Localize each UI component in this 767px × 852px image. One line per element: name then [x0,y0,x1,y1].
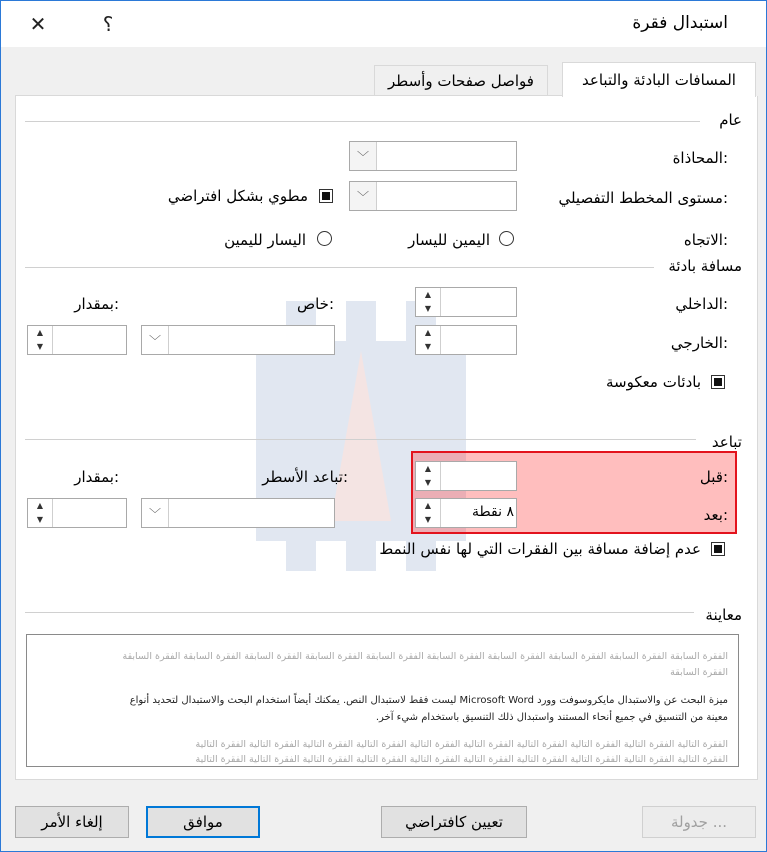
spin-down-icon[interactable]: ▼ [424,342,432,351]
spin-up-icon[interactable]: ▲ [36,501,44,510]
title-bar [1,1,766,47]
preview-heading: معاينة [705,606,742,624]
alignment-label: المحاذاة: [672,149,728,167]
by-spinner[interactable] [27,325,127,355]
spin-down-icon[interactable]: ▼ [424,515,432,524]
set-as-default-button[interactable]: تعيين كافتراضي [381,806,527,838]
preview-previous-line-1: الفقرة السابقة الفقرة السابقة الفقرة السابقة الفقرة السابقة الفقرة السابقة الفقرة السابقة الفقرة السابقة الفقرة السابقة الفقرة السابقة الفقرة السابقة [122,651,728,662]
after-label: بعد: [703,506,728,524]
spin-up-icon[interactable]: ▲ [424,290,432,299]
preview-box [26,634,739,767]
help-button[interactable] [91,7,125,41]
by-label: بمقدار: [74,295,119,313]
alignment-select[interactable] [349,141,517,171]
mirror-indents-checkbox[interactable] [711,375,725,389]
tabs-button[interactable]: جدولة ... [642,806,756,838]
general-separator [25,121,700,122]
tab-indents-spacing[interactable]: المسافات البادئة والتباعد [562,62,756,97]
cancel-button[interactable]: إلغاء الأمر [15,806,129,838]
preview-next-line-1: الفقرة التالية الفقرة التالية الفقرة التالية الفقرة التالية الفقرة التالية الفقرة التالية الفقرة التالية الفقرة التالية الفقرة التالية الفقرة التالية [195,739,728,750]
preview-previous-line-2: الفقرة السابقة [670,667,728,678]
at-label: بمقدار: [74,468,119,486]
preview-separator [25,612,694,613]
general-heading: عام [719,111,742,129]
spacing-heading: تباعد [711,433,742,451]
spacing-separator [25,439,696,440]
direction-label: الاتجاه: [683,231,728,249]
help-icon: ؟ [102,12,114,36]
spin-up-icon[interactable]: ▲ [36,328,44,337]
collapsed-checkbox[interactable] [319,189,333,203]
at-spinner[interactable] [27,498,127,528]
collapsed-label: مطوي بشكل افتراضي [167,187,308,205]
ltr-radio[interactable] [317,231,332,246]
close-icon: ✕ [29,12,47,36]
chevron-down-icon: ﹀ [350,142,377,170]
ok-button[interactable]: موافق [146,806,260,838]
spin-up-icon[interactable]: ▲ [424,328,432,337]
indentation-separator [25,267,654,268]
spin-down-icon[interactable]: ▼ [424,304,432,313]
spin-down-icon[interactable]: ▼ [424,478,432,487]
chevron-down-icon: ﹀ [350,182,377,210]
spin-down-icon[interactable]: ▼ [36,515,44,524]
spin-up-icon[interactable]: ▲ [424,464,432,473]
special-label: خاص: [296,295,334,313]
chevron-down-icon: ﹀ [142,326,169,354]
close-button[interactable] [21,7,55,41]
after-value: ٨ نقطة [472,504,514,520]
ltr-label: اليسار لليمين [224,231,306,249]
dialog-title: استبدال فقرة [632,13,728,33]
preview-current-line-1: ميزة البحث عن والاستبدال مايكروسوفت وورد Microsoft Word ليست فقط لاستبدال النص. يمكنك أيضاً استخدام البحث والاستبدال لتحديد أنواع [129,695,728,706]
no-space-same-style-checkbox[interactable] [711,542,725,556]
rtl-radio[interactable] [499,231,514,246]
rtl-label: اليمين لليسار [408,231,490,249]
outside-label: الخارجي: [670,334,728,352]
no-space-same-style-label: عدم إضافة مسافة بين الفقرات التي لها نفس النمط [379,540,701,558]
chevron-down-icon: ﹀ [142,499,169,527]
tab-line-page-breaks[interactable]: فواصل صفحات وأسطر [374,65,548,96]
after-spinner[interactable] [415,498,517,528]
special-select[interactable] [141,325,335,355]
inside-label: الداخلي: [675,295,728,313]
outline-level-label: مستوى المخطط التفصيلي: [558,189,728,207]
line-spacing-select[interactable] [141,498,335,528]
preview-current-line-2: معينة من التنسيق في جميع أنحاء المستند واستبدال ذلك التنسيق باستخدام شيء آخر. [375,712,728,723]
indentation-heading: مسافة بادئة [668,257,742,275]
before-label: قبل: [699,468,728,486]
spin-up-icon[interactable]: ▲ [424,501,432,510]
outside-spinner[interactable] [415,325,517,355]
outline-level-select[interactable] [349,181,517,211]
preview-next-line-2: الفقرة التالية الفقرة التالية الفقرة التالية الفقرة التالية الفقرة التالية الفقرة التالية الفقرة التالية الفقرة التالية الفقرة التالية الفقرة التالية [195,754,728,765]
mirror-indents-label: بادئات معكوسة [606,373,701,391]
before-spinner[interactable] [415,461,517,491]
spin-down-icon[interactable]: ▼ [36,342,44,351]
inside-spinner[interactable] [415,287,517,317]
line-spacing-label: تباعد الأسطر: [262,468,348,486]
